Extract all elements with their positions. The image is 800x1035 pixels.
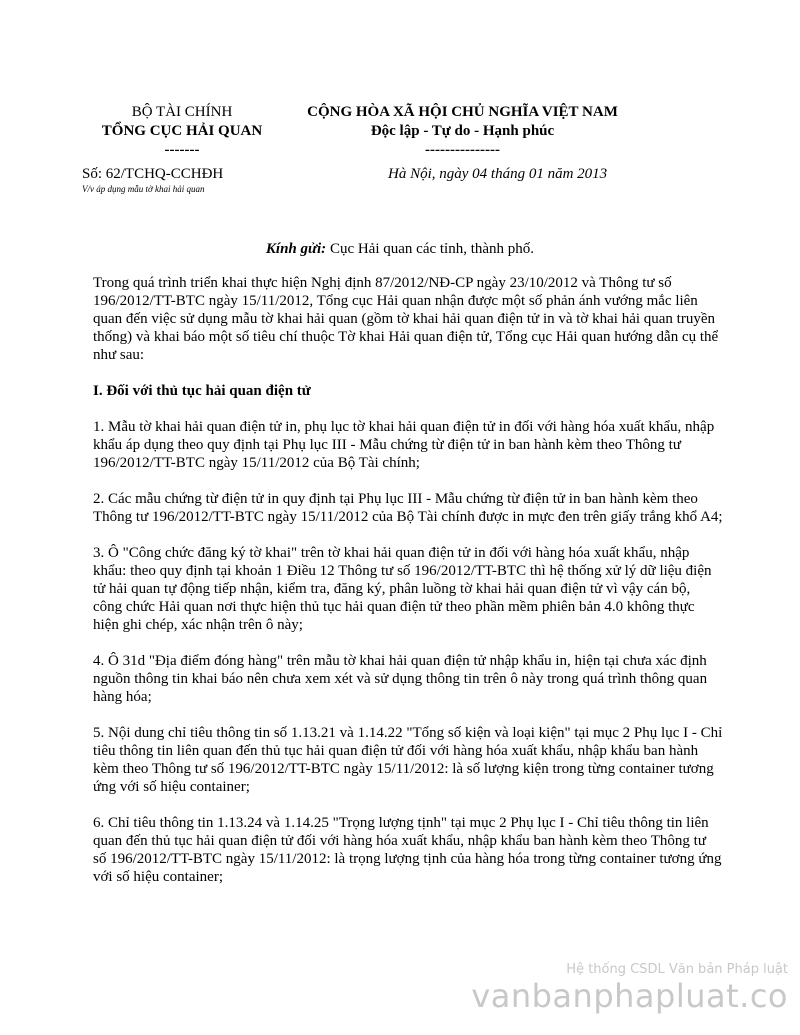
watermark-tagline: Hệ thống CSDL Văn bản Pháp luật [566,962,788,977]
paragraph-item-3: 3. Ô "Công chức đăng ký tờ khai" trên tờ khai hải quan điện tử in đối với hàng hóa xuất khẩu, nhập khẩu: theo quy định tại khoản 1 Điều 12 Thông tư số 196/2012/TT-BTC thì hệ thống xử lý dữ liệu điện tử hải quan tự động tiếp nhận, kiểm tra, đăng ký, phân luồng tờ khai hải quan điện tử vì vậy cán bộ, công chức Hải quan nơi thực hiện thủ tục hải quan điện tử theo phần mềm phiên bản 4.0 không thực hiện ghi chép, xác nhận trên ô này; [93,545,712,633]
paragraph-item-4: 4. Ô 31d "Địa điểm đóng hàng" trên mẫu tờ khai hải quan điện tử nhập khẩu in, hiện tại chưa xác định nguồn thông tin khai báo nên chưa xem xét và sử dụng thông tin trên ô này trong quá trình thông quan hàng hóa; [93,653,708,705]
recipient-label: Kính gửi: [265,241,327,257]
paragraph-item-1: 1. Mẫu tờ khai hải quan điện tử in, phụ lục tờ khai hải quan điện tử in đối với hàng hóa xuất khẩu, nhập khẩu áp dụng theo quy định tại Phụ lục III - Mẫu chứng từ điện tử in ban hành kèm theo Thông tư 196/2012/TT-BTC ngày 15/11/2012 của Bộ Tài chính; [93,419,715,471]
site-watermark [471,962,788,1014]
document-number: Số: 62/TCHQ-CCHĐH [82,166,224,182]
paragraph-item-6: 6. Chỉ tiêu thông tin 1.13.24 và 1.14.25 "Trọng lượng tịnh" tại mục 2 Phụ lục I - Chỉ tiêu thông tin liên quan đến thủ tục hải quan điện tử đối với hàng hóa xuất khẩu, nhập khẩu ban hành kèm theo Thông tư số 196/2012/TT-BTC ngày 15/11/2012: là trọng lượng tịnh của hàng hóa trong từng container tương ứng với số hiệu container; [93,815,722,885]
section-heading: I. Đối với thủ tục hải quan điện tử [93,383,311,399]
recipient-line [0,240,800,258]
ministry-name: BỘ TÀI CHÍNH [131,104,233,120]
document-subject: V/v áp dụng mẫu tờ khai hải quan [82,184,205,194]
document-date: Hà Nội, ngày 04 tháng 01 năm 2013 [388,166,608,182]
national-title-block [285,103,640,160]
issuer-block [82,103,282,160]
recipient-value: Cục Hải quan các tỉnh, thành phố. [326,241,535,257]
country-name: CỘNG HÒA XÃ HỘI CHỦ NGHĨA VIỆT NAM [307,104,618,120]
issuer-divider: ------- [164,142,200,158]
national-motto: Độc lập - Tự do - Hạnh phúc [370,123,555,139]
watermark-domain: vanbanphapluat.co [471,977,788,1015]
intro-paragraph: Trong quá trình triển khai thực hiện Nghị định 87/2012/NĐ-CP ngày 23/10/2012 và Thông tư số 196/2012/TT-BTC ngày 15/11/2012, Tổng cục Hải quan nhận được một số phản ánh vướng mắc liên quan đến việc sử dụng mẫu tờ khai hải quan (gồm tờ khai hải quan điện tử in và tờ khai hải quan truyền thống) và khai báo một số tiêu chí thuộc Tờ khai Hải quan điện tử, Tổng cục Hải quan hướng dẫn cụ thể như sau: [93,275,719,363]
document-body [93,274,723,904]
paragraph-item-2: 2. Các mẫu chứng từ điện tử in quy định tại Phụ lục III - Mẫu chứng từ điện tử in ban hành kèm theo Thông tư 196/2012/TT-BTC ngày 15/11/2012 của Bộ Tài chính được in mực đen trên giấy trắng khổ A4; [93,491,723,525]
motto-divider: --------------- [425,142,500,158]
paragraph-item-5: 5. Nội dung chỉ tiêu thông tin số 1.13.21 và 1.14.22 "Tổng số kiện và loại kiện" tại mục 2 Phụ lục I - Chỉ tiêu thông tin liên quan đến thủ tục hải quan điện tử đối với hàng hóa xuất khẩu, nhập khẩu ban hành kèm theo Thông tư số 196/2012/TT-BTC ngày 15/11/2012: là số lượng kiện trong từng container tương ứng với số hiệu container; [93,725,723,795]
department-name: TỔNG CỤC HẢI QUAN [101,123,263,139]
